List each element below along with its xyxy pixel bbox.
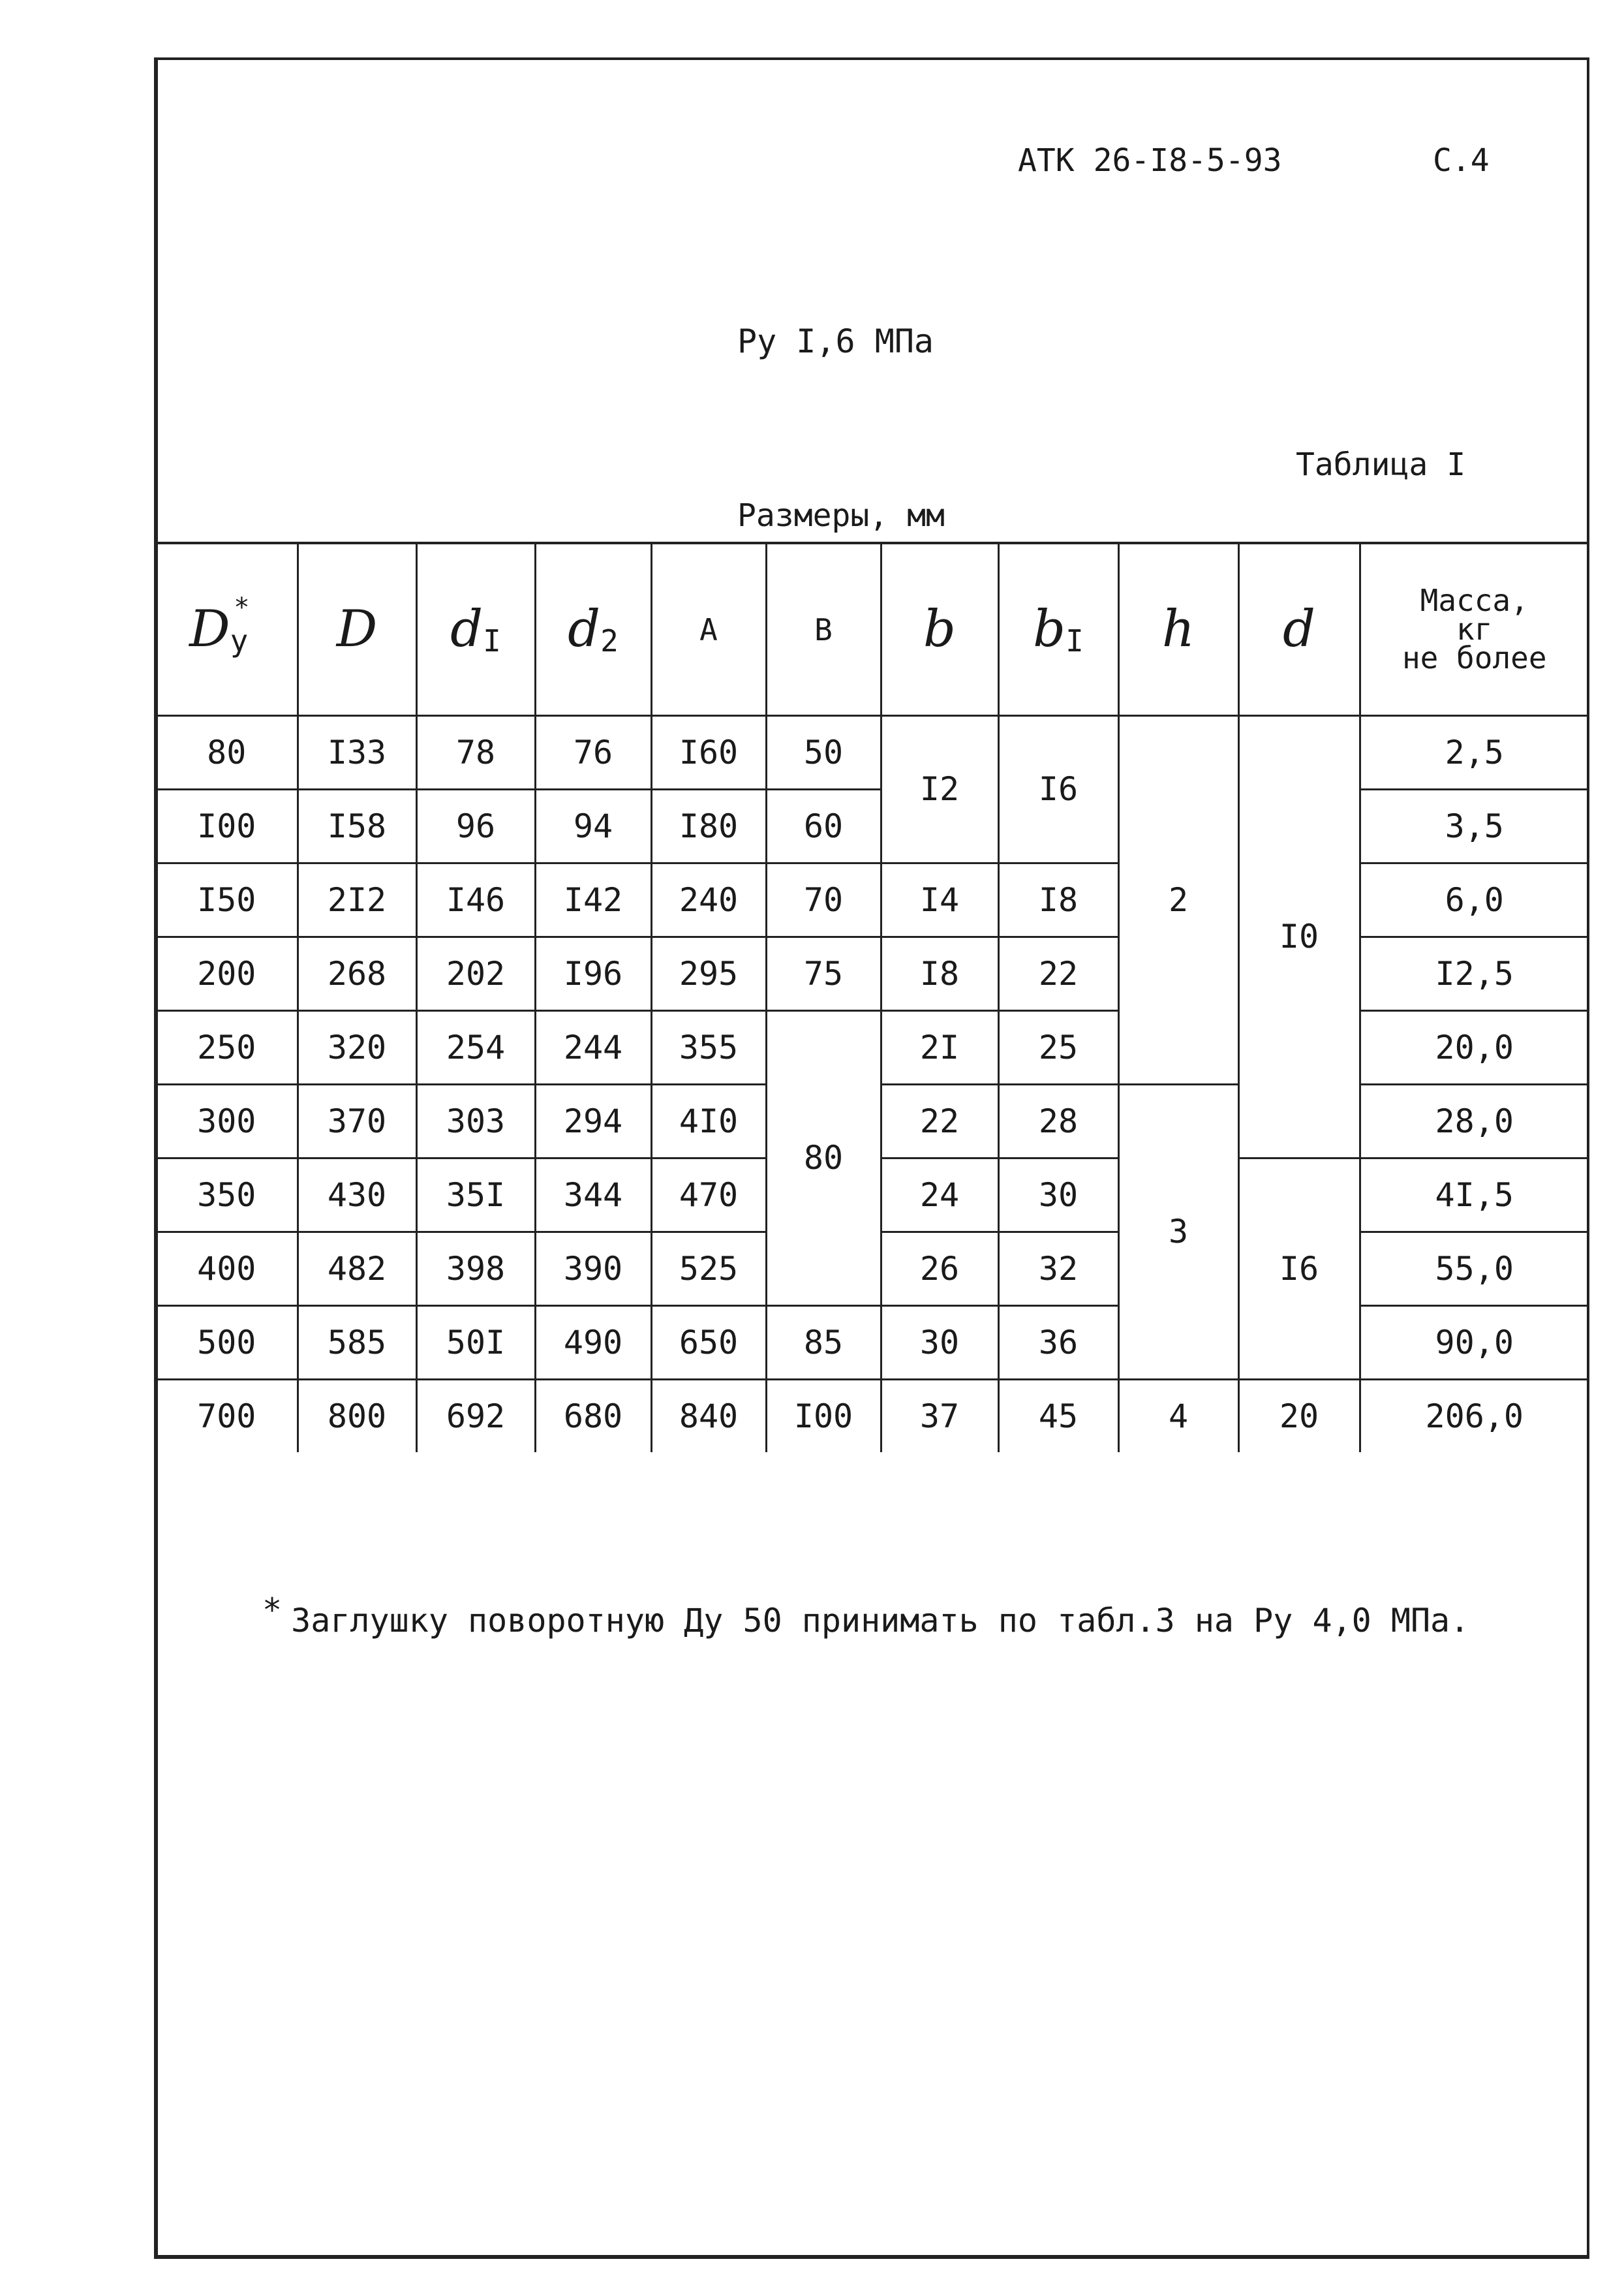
cell-d1: 50I [416, 1305, 535, 1379]
cell-mass: I2,5 [1360, 937, 1588, 1010]
table-header-row [157, 544, 1588, 715]
cell-d1: 202 [416, 937, 535, 1010]
footnote-mark: * [262, 1591, 283, 1629]
cell-d1: 303 [416, 1084, 535, 1158]
cell-d2: 294 [535, 1084, 651, 1158]
cell-d2: 390 [535, 1232, 651, 1305]
cell-a: 295 [651, 937, 766, 1010]
header-d1: dI [416, 544, 535, 715]
cell-d1: 78 [416, 715, 535, 789]
cell-b: 30 [881, 1305, 998, 1379]
cell-d: 20 [1238, 1379, 1360, 1452]
cell-b1: 28 [998, 1084, 1118, 1158]
cell-b1: I8 [998, 863, 1118, 937]
cell-outer-diameter: I58 [298, 789, 416, 863]
cell-b: I2 [881, 715, 998, 863]
footnote-text: Заглушку поворотную Ду 50 принимать по табл.3 на Ру 4,0 МПа. [291, 1602, 1470, 1640]
cell-dy: I50 [157, 863, 298, 937]
cell-b1: 30 [998, 1158, 1118, 1232]
cell-outer-diameter: 585 [298, 1305, 416, 1379]
cell-d1: 254 [416, 1010, 535, 1084]
cell-b-upper: 80 [766, 1010, 881, 1305]
header-d2: d2 [535, 544, 651, 715]
cell-b1: 45 [998, 1379, 1118, 1452]
cell-d1: 96 [416, 789, 535, 863]
cell-d2: 344 [535, 1158, 651, 1232]
header-b: b [881, 544, 998, 715]
table-label: Таблица I [1296, 446, 1466, 483]
cell-outer-diameter: 370 [298, 1084, 416, 1158]
header-b-upper: B [766, 544, 881, 715]
cell-outer-diameter: 430 [298, 1158, 416, 1232]
cell-dy: 700 [157, 1379, 298, 1452]
table-row [157, 789, 1588, 863]
cell-mass: 6,0 [1360, 863, 1588, 937]
cell-a: 525 [651, 1232, 766, 1305]
cell-a: 840 [651, 1379, 766, 1452]
cell-b: 2I [881, 1010, 998, 1084]
cell-b-upper: I00 [766, 1379, 881, 1452]
footnote [262, 1591, 1470, 1640]
cell-b-upper: 75 [766, 937, 881, 1010]
cell-mass: 20,0 [1360, 1010, 1588, 1084]
cell-b1: 32 [998, 1232, 1118, 1305]
cell-a: 650 [651, 1305, 766, 1379]
cell-d1: 398 [416, 1232, 535, 1305]
header-a: A [651, 544, 766, 715]
dimensions-table [157, 544, 1588, 1452]
cell-dy: 500 [157, 1305, 298, 1379]
cell-a: I80 [651, 789, 766, 863]
cell-a: 470 [651, 1158, 766, 1232]
cell-b-upper: 60 [766, 789, 881, 863]
cell-b1: 25 [998, 1010, 1118, 1084]
cell-b-upper: 50 [766, 715, 881, 789]
cell-dy: 250 [157, 1010, 298, 1084]
cell-dy: 350 [157, 1158, 298, 1232]
header-b1: bI [998, 544, 1118, 715]
cell-mass: 4I,5 [1360, 1158, 1588, 1232]
header-outer-diameter: D [298, 544, 416, 715]
cell-outer-diameter: 800 [298, 1379, 416, 1452]
cell-b: 37 [881, 1379, 998, 1452]
cell-d1: 692 [416, 1379, 535, 1452]
cell-b: 26 [881, 1232, 998, 1305]
cell-b: I4 [881, 863, 998, 937]
cell-b-upper: 85 [766, 1305, 881, 1379]
cell-dy: 300 [157, 1084, 298, 1158]
cell-a: 240 [651, 863, 766, 937]
cell-dy: 400 [157, 1232, 298, 1305]
cell-outer-diameter: 268 [298, 937, 416, 1010]
cell-d2: 490 [535, 1305, 651, 1379]
cell-d1: 35I [416, 1158, 535, 1232]
cell-h: 4 [1118, 1379, 1238, 1452]
cell-d2: 244 [535, 1010, 651, 1084]
header-mass: Масса, кг не более [1360, 544, 1588, 715]
cell-d2: 680 [535, 1379, 651, 1452]
table-row [157, 1010, 1588, 1084]
table-row [157, 715, 1588, 789]
cell-dy: I00 [157, 789, 298, 863]
header-h: h [1118, 544, 1238, 715]
cell-mass: 3,5 [1360, 789, 1588, 863]
cell-outer-diameter: 320 [298, 1010, 416, 1084]
cell-d2: 76 [535, 715, 651, 789]
cell-a: I60 [651, 715, 766, 789]
cell-b1: 36 [998, 1305, 1118, 1379]
document-code: АТК 26-I8-5-93 [1018, 142, 1282, 179]
cell-mass: 55,0 [1360, 1232, 1588, 1305]
cell-d2: 94 [535, 789, 651, 863]
cell-d1: I46 [416, 863, 535, 937]
page-number: С.4 [1433, 142, 1490, 179]
cell-d2: I96 [535, 937, 651, 1010]
cell-d2: I42 [535, 863, 651, 937]
cell-b: I8 [881, 937, 998, 1010]
units-caption: Размеры, мм [737, 497, 945, 534]
cell-outer-diameter: 2I2 [298, 863, 416, 937]
header-d: d [1238, 544, 1360, 715]
cell-outer-diameter: I33 [298, 715, 416, 789]
nominal-pressure-title: Ру I,6 МПа [737, 322, 934, 360]
cell-h: 2 [1118, 715, 1238, 1084]
cell-d: I6 [1238, 1158, 1360, 1379]
cell-d: I0 [1238, 715, 1360, 1158]
cell-dy: 80 [157, 715, 298, 789]
cell-mass: 206,0 [1360, 1379, 1588, 1452]
cell-mass: 28,0 [1360, 1084, 1588, 1158]
cell-mass: 90,0 [1360, 1305, 1588, 1379]
cell-a: 4I0 [651, 1084, 766, 1158]
cell-b: 24 [881, 1158, 998, 1232]
cell-b1: I6 [998, 715, 1118, 863]
table-row [157, 1379, 1588, 1452]
cell-a: 355 [651, 1010, 766, 1084]
cell-mass: 2,5 [1360, 715, 1588, 789]
cell-b1: 22 [998, 937, 1118, 1010]
cell-outer-diameter: 482 [298, 1232, 416, 1305]
cell-b: 22 [881, 1084, 998, 1158]
table-row [157, 863, 1588, 937]
table-row [157, 937, 1588, 1010]
cell-b-upper: 70 [766, 863, 881, 937]
table-row [157, 1305, 1588, 1379]
header-dy: Dу* [157, 544, 298, 715]
cell-dy: 200 [157, 937, 298, 1010]
cell-h: 3 [1118, 1084, 1238, 1379]
